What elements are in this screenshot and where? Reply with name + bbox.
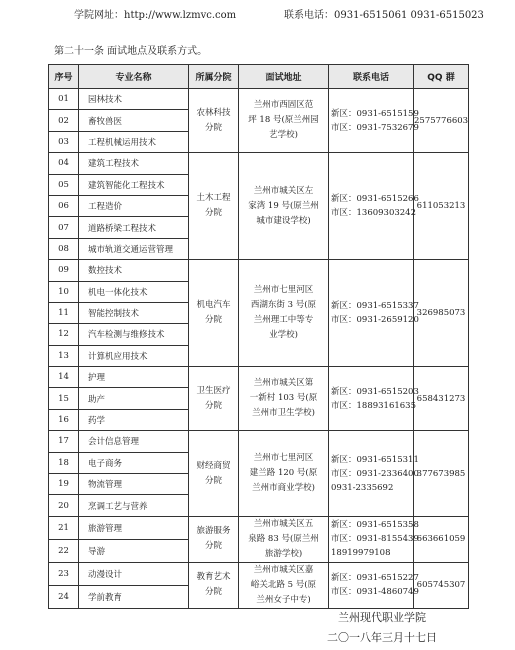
contact-phones-line: 市区：0931-7532679 xyxy=(331,122,419,133)
contact-phones xyxy=(329,431,419,517)
contact-phones-line: 0931-2335692 xyxy=(331,482,394,493)
major-name: 物流管理 xyxy=(79,474,189,495)
contact-phones xyxy=(329,260,419,367)
branch-name-line: 分院 xyxy=(204,475,222,486)
major-name: 旅游管理 xyxy=(79,516,189,539)
interview-address-line: 泉路 83 号(原兰州 xyxy=(248,533,319,544)
contact-phones xyxy=(329,516,419,562)
contact-phones xyxy=(329,367,419,431)
interview-location-table xyxy=(48,64,469,609)
contact-phones-line: 新区：0931-6515358 xyxy=(331,520,419,531)
row-number: 02 xyxy=(49,110,79,131)
contact-phones-line: 新区：0931-6515203 xyxy=(331,386,419,397)
row-number: 10 xyxy=(49,281,79,302)
interview-address-line: 家湾 19 号(原兰州 xyxy=(248,200,319,211)
row-number: 22 xyxy=(49,539,79,562)
interview-address-line: 兰州市城关区嘉 xyxy=(253,564,314,575)
major-name: 电子商务 xyxy=(79,452,189,473)
branch-name xyxy=(189,367,239,431)
row-number: 24 xyxy=(49,585,79,608)
major-name: 护理 xyxy=(79,367,189,388)
qq-group: 2575776603 xyxy=(414,89,469,153)
row-number: 12 xyxy=(49,324,79,345)
interview-address-line: 旅游学校) xyxy=(264,548,303,559)
row-number: 08 xyxy=(49,238,79,259)
major-name: 计算机应用技术 xyxy=(79,345,189,366)
major-name: 烹调工艺与营养 xyxy=(79,495,189,516)
major-name: 畜牧兽医 xyxy=(79,110,189,131)
table-row xyxy=(49,89,469,110)
interview-address-line: 建兰路 120 号(原 xyxy=(249,468,318,479)
branch-name-line: 旅游服务 xyxy=(196,526,231,537)
branch-name-line: 卫生医疗 xyxy=(196,385,231,396)
branch-name-line: 分院 xyxy=(204,587,222,598)
branch-name-line: 财经商贸 xyxy=(196,460,231,471)
row-number: 05 xyxy=(49,174,79,195)
major-name: 动漫设计 xyxy=(79,562,189,585)
branch-name-line: 分院 xyxy=(204,541,222,552)
interview-address-line: 西湖东街 3 号(原 xyxy=(250,300,317,311)
branch-name-line: 机电汽车 xyxy=(196,300,231,311)
contact-phones-line: 市区：0931-8155439 xyxy=(331,534,419,545)
row-number: 01 xyxy=(49,89,79,110)
major-name: 会计信息管理 xyxy=(79,431,189,452)
interview-address-line: 兰州女子中专) xyxy=(256,594,311,605)
contact-phones-line: 市区：0931-2336400 xyxy=(331,468,419,479)
major-name: 园林技术 xyxy=(79,89,189,110)
interview-address xyxy=(239,89,329,153)
interview-address-line: 兰州市城关区左 xyxy=(253,185,314,196)
interview-address-line: 兰州市七里河区 xyxy=(253,285,314,296)
page-header xyxy=(0,6,515,20)
interview-address-line: 峪关北路 5 号(原 xyxy=(250,579,317,590)
qq-group: 658431273 xyxy=(414,367,469,431)
contact-phones-line: 市区：13609303242 xyxy=(331,208,416,219)
branch-name-line: 分院 xyxy=(204,400,222,411)
institution-name: 兰州现代职业学院 xyxy=(338,611,426,624)
major-name: 道路桥梁工程技术 xyxy=(79,217,189,238)
major-name: 建筑智能化工程技术 xyxy=(79,174,189,195)
branch-name-line: 土木工程 xyxy=(196,193,231,204)
major-name: 数控技术 xyxy=(79,260,189,281)
row-number: 21 xyxy=(49,516,79,539)
table-row xyxy=(49,431,469,452)
row-number: 18 xyxy=(49,452,79,473)
col-header-phone: 联系电话 xyxy=(329,65,414,89)
contact-phones xyxy=(329,562,419,608)
contact-phones-line: 新区：0931-6515159 xyxy=(331,108,419,119)
branch-name xyxy=(189,153,239,260)
branch-name-line: 教育艺术 xyxy=(196,572,231,583)
qq-group: 377673985 xyxy=(414,431,469,517)
contact-phones-line: 新区：0931-6515227 xyxy=(331,573,419,584)
interview-address xyxy=(239,516,329,562)
col-header-address: 面试地址 xyxy=(239,65,329,89)
interview-address-line: 兰州市城关区第 xyxy=(253,378,314,389)
contact-phones xyxy=(329,153,419,260)
row-number: 23 xyxy=(49,562,79,585)
row-number: 06 xyxy=(49,195,79,216)
contact-phones-line: 市区：18893161635 xyxy=(331,400,416,411)
branch-name xyxy=(189,260,239,367)
row-number: 14 xyxy=(49,367,79,388)
contact-phones-line: 新区：0931-6515337 xyxy=(331,301,419,312)
branch-name-line: 分院 xyxy=(204,122,222,133)
major-name: 汽车检测与维修技术 xyxy=(79,324,189,345)
col-header-qq: QQ 群 xyxy=(414,65,469,89)
interview-address xyxy=(239,153,329,260)
branch-name-line: 农林科技 xyxy=(196,107,231,118)
major-name: 工程造价 xyxy=(79,195,189,216)
major-name: 智能控制技术 xyxy=(79,302,189,323)
interview-address-line: 城市建设学校) xyxy=(256,215,311,226)
row-number: 07 xyxy=(49,217,79,238)
interview-address-line: 兰州市城关区五 xyxy=(253,518,314,529)
row-number: 20 xyxy=(49,495,79,516)
interview-address xyxy=(239,431,329,517)
col-header-branch: 所属分院 xyxy=(189,65,239,89)
interview-address-line: 兰州市商业学校) xyxy=(252,483,315,494)
contact-phones-line: 市区：0931-2659120 xyxy=(331,315,419,326)
article-title: 第二十一条 面试地点及联系方式。 xyxy=(54,46,208,57)
major-name: 城市轨道交通运营管理 xyxy=(79,238,189,259)
issue-date: 二〇一八年三月十七日 xyxy=(327,631,437,644)
row-number: 16 xyxy=(49,409,79,430)
interview-address-line: 坪 18 号(原兰州园 xyxy=(248,115,319,126)
interview-address xyxy=(239,260,329,367)
interview-address-line: 业学校) xyxy=(269,330,298,341)
row-number: 09 xyxy=(49,260,79,281)
row-number: 13 xyxy=(49,345,79,366)
contact-phones xyxy=(329,89,419,153)
contact-phones-line: 市区：0931-4860749 xyxy=(331,587,419,598)
interview-address-line: 兰州理工中等专 xyxy=(253,315,314,326)
table-row xyxy=(49,153,469,174)
interview-address-line: 兰州市卫生学校) xyxy=(252,408,315,419)
major-name: 工程机械运用技术 xyxy=(79,131,189,152)
table-header-row xyxy=(49,65,469,89)
interview-address xyxy=(239,367,329,431)
qq-group: 605745307 xyxy=(414,562,469,608)
major-name: 建筑工程技术 xyxy=(79,153,189,174)
interview-address-line: 艺学校) xyxy=(269,130,298,141)
contact-phone-text: 联系电话：0931-6515061 0931-6515023 xyxy=(284,10,484,21)
contact-phones-line: 18919979108 xyxy=(331,548,391,559)
website-text: 学院网址：http://www.lzmvc.com xyxy=(74,10,237,21)
qq-group: 663661059 xyxy=(414,516,469,562)
row-number: 15 xyxy=(49,388,79,409)
major-name: 机电一体化技术 xyxy=(79,281,189,302)
branch-name-line: 分院 xyxy=(204,315,222,326)
table-body xyxy=(49,89,469,609)
row-number: 11 xyxy=(49,302,79,323)
major-name: 助产 xyxy=(79,388,189,409)
branch-name-line: 分院 xyxy=(204,208,222,219)
branch-name xyxy=(189,431,239,517)
table-row xyxy=(49,516,469,539)
qq-group: 611053213 xyxy=(414,153,469,260)
interview-address xyxy=(239,562,329,608)
row-number: 03 xyxy=(49,131,79,152)
contact-phones-line: 新区：0931-6515311 xyxy=(331,454,419,465)
table-row xyxy=(49,367,469,388)
branch-name xyxy=(189,562,239,608)
branch-name xyxy=(189,89,239,153)
major-name: 学前教育 xyxy=(79,585,189,608)
qq-group: 326985073 xyxy=(414,260,469,367)
branch-name xyxy=(189,516,239,562)
major-name: 导游 xyxy=(79,539,189,562)
interview-address-line: 兰州市西固区范 xyxy=(253,100,314,111)
row-number: 04 xyxy=(49,153,79,174)
interview-address-line: 兰州市七里河区 xyxy=(253,453,314,464)
interview-address-line: 一新村 103 号(原 xyxy=(249,393,318,404)
row-number: 17 xyxy=(49,431,79,452)
col-header-no: 序号 xyxy=(49,65,79,89)
major-name: 药学 xyxy=(79,409,189,430)
table-row xyxy=(49,562,469,585)
contact-phones-line: 新区：0931-6515266 xyxy=(331,194,419,205)
row-number: 19 xyxy=(49,474,79,495)
table-row xyxy=(49,260,469,281)
col-header-major: 专业名称 xyxy=(79,65,189,89)
